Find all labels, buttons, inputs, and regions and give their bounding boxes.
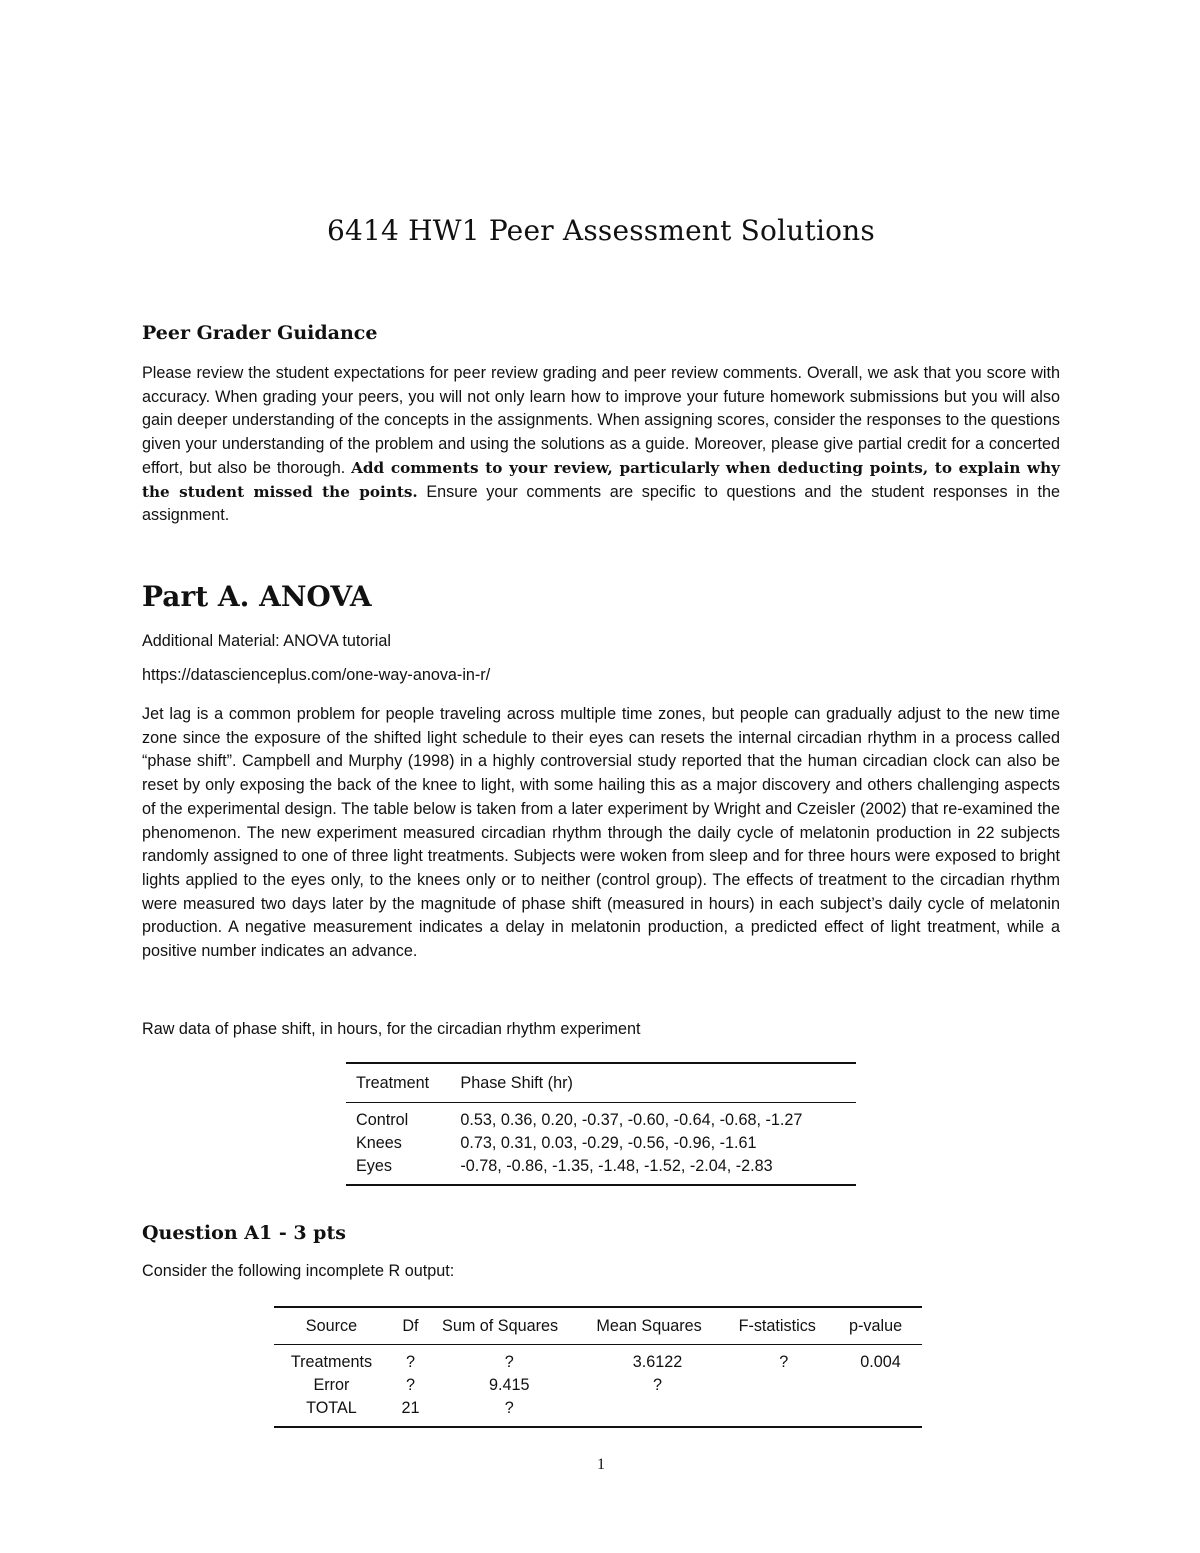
document-title: 6414 HW1 Peer Assessment Solutions (327, 214, 875, 247)
table-header-cell: Df (389, 1307, 432, 1345)
jet-lag-paragraph: Jet lag is a common problem for people traveling across multiple time zones, but people can gradually adjust to the new time zone since the exposure of the shifted light schedule to their eyes can resets the internal circadian rhythm in a process called “phase shift”. Campbell and Murphy (1998) in a highly controversial study reported that the human circadian clock can also be reset by only exposing the back of the knee to light, with some hailing this as a major discovery and others challenging aspects of the experimental design. The table below is taken from a later experiment by Wright and Czeisler (2002) that re-examined the phenomenon. The new experiment measured circadian rhythm through the daily cycle of melatonin production in 22 subjects randomly assigned to one of three light treatments. Subjects were woken from sleep and for three hours were exposed to bright lights applied to the eyes only, to the knees only or to neither (control group). The effects of treatment to the circadian rhythm were measured two days later by the magnitude of phase shift (measured in hours) in each subject’s daily cycle of melatonin production. A negative measurement indicates a delay in melatonin production, a predicted effect of light treatment, while a positive number indicates an advance. (142, 705, 1060, 961)
table-cell: ? (779, 1353, 789, 1371)
table-cell (586, 1397, 728, 1427)
table-cell: Error (313, 1376, 350, 1394)
table-header-cell: F-statistics (729, 1307, 839, 1345)
table-header-cell: p-value (839, 1307, 922, 1345)
table-cell: ? (405, 1376, 415, 1394)
table-cell: ? (405, 1353, 415, 1371)
table-cell: 9.415 (488, 1376, 530, 1394)
table-header-row (274, 1307, 922, 1345)
table-row (274, 1345, 922, 1375)
section-heading-peer-grader-guidance: Peer Grader Guidance (142, 322, 378, 344)
table-cell (839, 1374, 922, 1397)
table-cell: Eyes (356, 1157, 392, 1175)
question-a1-heading: Question A1 - 3 pts (142, 1222, 346, 1244)
table-row (346, 1155, 856, 1185)
table-cell (729, 1397, 839, 1427)
table-cell: 0.73, 0.31, 0.03, -0.29, -0.56, -0.96, -1.61 (460, 1134, 757, 1152)
table-header-cell: Sum of Squares (432, 1307, 586, 1345)
table-row (274, 1397, 922, 1427)
phase-shift-table (346, 1062, 856, 1186)
guidance-text-intro: Please review the student expectations for peer review grading and peer review comments. Overall, we ask that you score with accuracy. When grading your peers, you will not only learn how to improve your future homework submissions but you will also gain deeper understanding of the concepts in the assignments. When assigning scores, consider the responses to the questions given your understanding of the problem and using the solutions as a guide. Moreover, please give partial credit for a concerted effort, but also be thorough. (142, 364, 1060, 477)
table-header-cell: Source (274, 1307, 389, 1345)
table-header-row (346, 1063, 856, 1103)
table-cell: Control (356, 1111, 409, 1129)
table-row (274, 1374, 922, 1397)
table-cell: ? (504, 1353, 514, 1371)
raw-data-caption: Raw data of phase shift, in hours, for the circadian rhythm experiment (142, 1020, 641, 1038)
table-row (346, 1103, 856, 1133)
table-cell: TOTAL (306, 1399, 357, 1417)
table-cell: ? (652, 1376, 662, 1394)
table-cell: Knees (356, 1134, 402, 1152)
table-row (346, 1132, 856, 1155)
table-cell (839, 1397, 922, 1427)
question-a1-prompt: Consider the following incomplete R output: (142, 1262, 455, 1280)
guidance-bold-instruction: Add comments to your review, particularly when deducting points, to explain why the student missed the points. (142, 458, 1060, 501)
table-header-cell: Phase Shift (hr) (450, 1063, 856, 1103)
table-header-cell: Mean Squares (586, 1307, 728, 1345)
table-cell: 3.6122 (632, 1353, 683, 1371)
table-header-cell: Treatment (346, 1063, 450, 1103)
table-cell: 0.004 (860, 1353, 901, 1371)
anova-output-table (274, 1306, 922, 1428)
table-cell: 0.53, 0.36, 0.20, -0.37, -0.60, -0.64, -0.68, -1.27 (460, 1111, 803, 1129)
table-cell: Treatments (290, 1353, 373, 1371)
table-cell: ? (504, 1399, 514, 1417)
table-cell (729, 1374, 839, 1397)
anova-tutorial-link[interactable]: https://datascienceplus.com/one-way-anova-in-r/ (142, 666, 491, 684)
guidance-paragraph (142, 362, 1060, 528)
table-cell: 21 (401, 1399, 420, 1417)
additional-material-label: Additional Material: ANOVA tutorial (142, 632, 391, 650)
section-heading-part-a: Part A. ANOVA (142, 580, 372, 613)
guidance-text-outro: Ensure your comments are specific to questions and the student responses in the assignment. (142, 482, 1060, 525)
document-page (142, 0, 1060, 1553)
table-cell: -0.78, -0.86, -1.35, -1.48, -1.52, -2.04, -2.83 (460, 1157, 773, 1175)
page-number: 1 (597, 1456, 605, 1473)
